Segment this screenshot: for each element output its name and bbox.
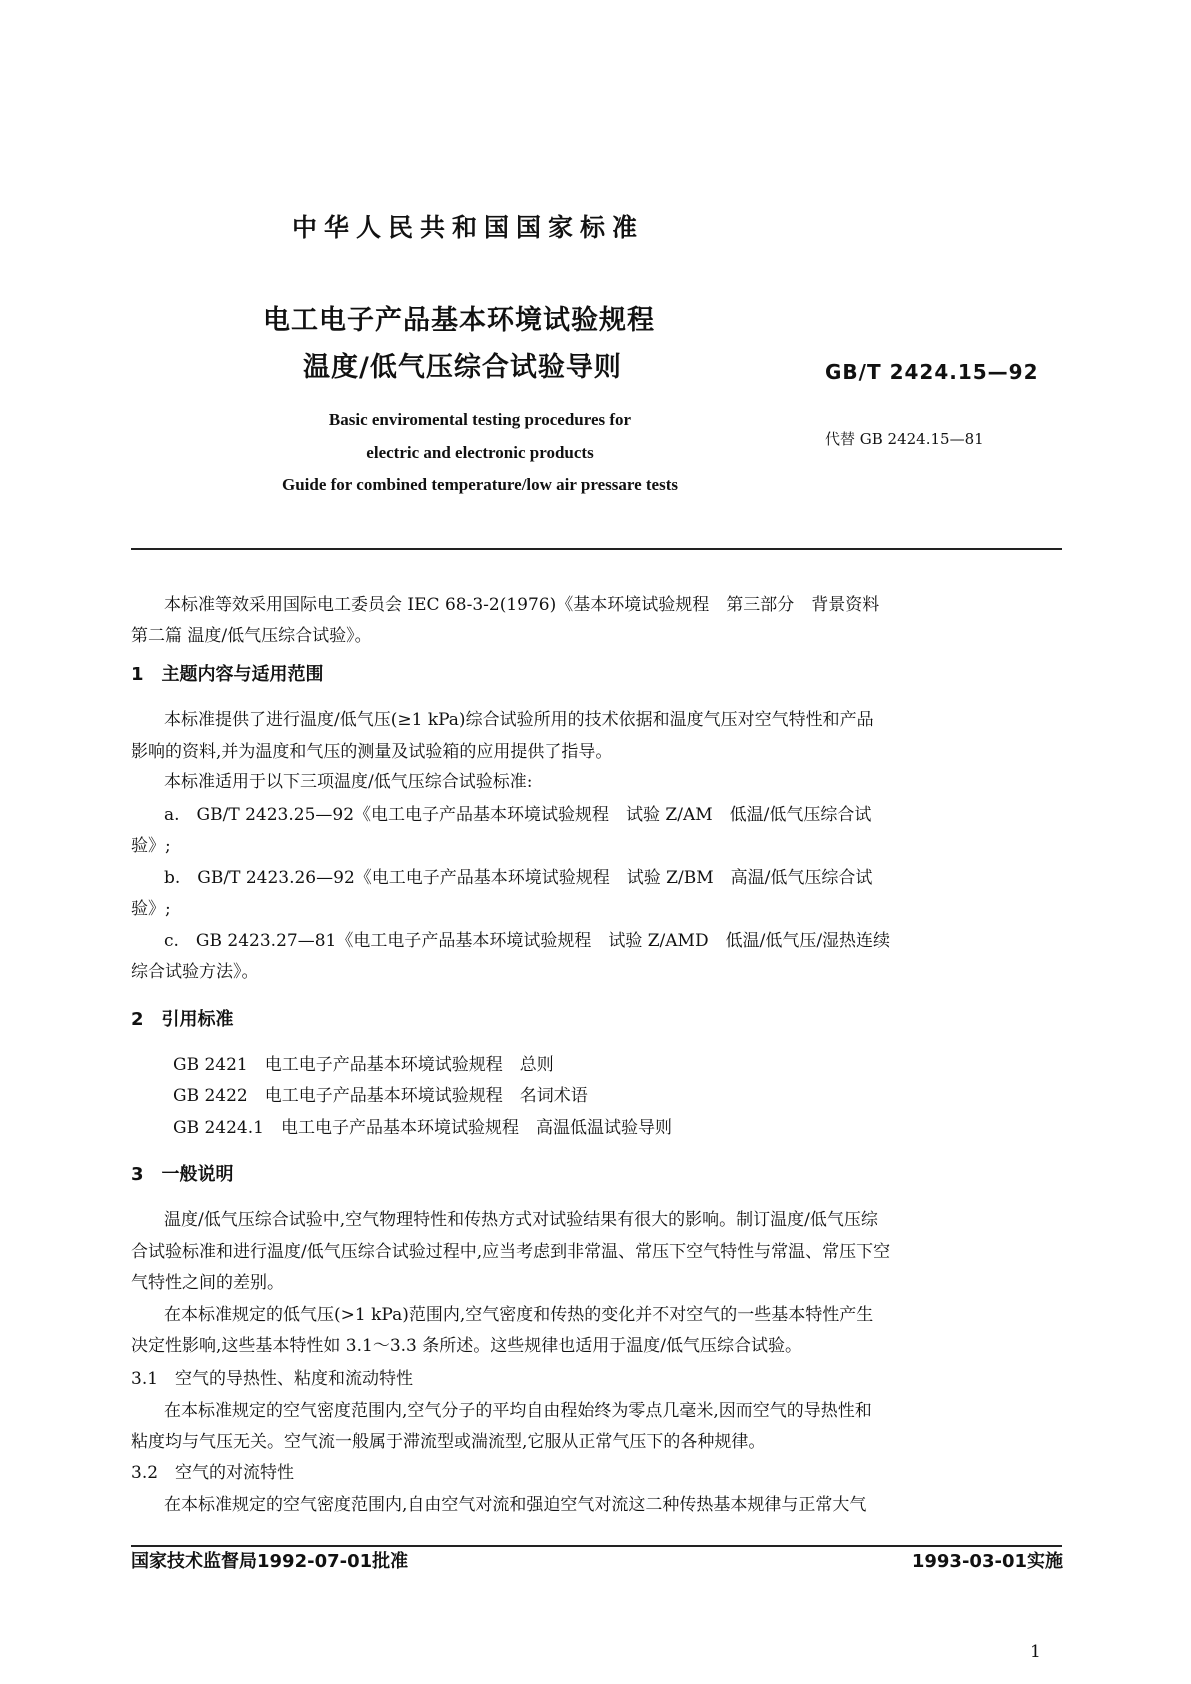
title-line-1: 电工电子产品基本环境试验规程 — [263, 305, 655, 336]
reference-gb2422: GB 2422 电工电子产品基本环境试验规程 名词术语 — [173, 1086, 588, 1106]
issuing-authority: 中华人民共和国国家标准 — [292, 213, 645, 242]
subsection-3-2-heading: 3.2 空气的对流特性 — [131, 1463, 295, 1483]
reference-gb2421: GB 2421 电工电子产品基本环境试验规程 总则 — [173, 1055, 554, 1075]
s1-item-a-line-1: a. GB/T 2423.25—92《电工电子产品基本环境试验规程 试验 Z/AM 低温/低气压综合试 — [164, 805, 872, 825]
header-divider — [131, 548, 1062, 550]
s3-p1-line-2: 合试验标准和进行温度/低气压综合试验过程中,应当考虑到非常温、常压下空气特性与常温、常压下空 — [131, 1242, 891, 1262]
s1-item-b-line-2: 验》; — [131, 899, 171, 919]
s1-p2: 本标准适用于以下三项温度/低气压综合试验标准: — [164, 772, 533, 792]
s3-p2-line-1: 在本标准规定的低气压(>1 kPa)范围内,空气密度和传热的变化并不对空气的一些基本特性产生 — [164, 1305, 874, 1325]
title-line-2: 温度/低气压综合试验导则 — [303, 352, 622, 383]
s3-p1-line-3: 气特性之间的差别。 — [131, 1273, 284, 1293]
approval-note: 国家技术监督局1992-07-01批准 — [131, 1551, 409, 1572]
s1-item-a-line-2: 验》; — [131, 836, 171, 856]
s3-2-line-1: 在本标准规定的空气密度范围内,自由空气对流和强迫空气对流这二种传热基本规律与正常大气 — [164, 1495, 867, 1515]
english-title-line-1: Basic enviromental testing procedures for — [328, 410, 632, 429]
s1-item-c-line-1: c. GB 2423.27—81《电工电子产品基本环境试验规程 试验 Z/AMD 低温/低气压/湿热连续 — [164, 931, 891, 951]
section-3-heading: 3 一般说明 — [131, 1164, 234, 1185]
s1-p1-line-2: 影响的资料,并为温度和气压的测量及试验箱的应用提供了指导。 — [131, 742, 613, 762]
page-number: 1 — [1030, 1642, 1041, 1662]
s1-p1-line-1: 本标准提供了进行温度/低气压(≥1 kPa)综合试验所用的技术依据和温度气压对空气特性和产品 — [164, 710, 874, 730]
s3-1-line-1: 在本标准规定的空气密度范围内,空气分子的平均自由程始终为零点几毫米,因而空气的导热性和 — [164, 1401, 872, 1421]
implementation-date: 1993-03-01实施 — [911, 1551, 1063, 1572]
english-title-line-2: electric and electronic products — [366, 443, 594, 462]
s3-1-line-2: 粘度均与气压无关。空气流一般属于滞流型或湍流型,它服从正常气压下的各种规律。 — [131, 1432, 766, 1452]
section-1-heading: 1 主题内容与适用范围 — [131, 664, 324, 685]
s1-item-b-line-1: b. GB/T 2423.26—92《电工电子产品基本环境试验规程 试验 Z/BM 高温/低气压综合试 — [164, 868, 873, 888]
reference-gb2424-1: GB 2424.1 电工电子产品基本环境试验规程 高温低温试验导则 — [173, 1118, 672, 1138]
intro-line-2: 第二篇 温度/低气压综合试验》。 — [131, 626, 372, 646]
s1-item-c-line-2: 综合试验方法》。 — [131, 962, 259, 982]
standard-number: GB/T 2424.15—92 — [825, 360, 1039, 384]
section-2-heading: 2 引用标准 — [131, 1009, 234, 1030]
subsection-3-1-heading: 3.1 空气的导热性、粘度和流动特性 — [131, 1369, 414, 1389]
intro-line-1: 本标准等效采用国际电工委员会 IEC 68-3-2(1976)《基本环境试验规程 第三部分 背景资料 — [164, 595, 880, 615]
s3-p2-line-2: 决定性影响,这些基本特性如 3.1～3.3 条所述。这些规律也适用于温度/低气压综合试验。 — [131, 1336, 803, 1356]
s3-p1-line-1: 温度/低气压综合试验中,空气物理特性和传热方式对试验结果有很大的影响。制订温度/低气压综 — [164, 1210, 878, 1230]
replaces-standard: 代替 GB 2424.15—81 — [825, 430, 984, 448]
english-title-line-3: Guide for combined temperature/low air pressare tests — [282, 475, 678, 494]
